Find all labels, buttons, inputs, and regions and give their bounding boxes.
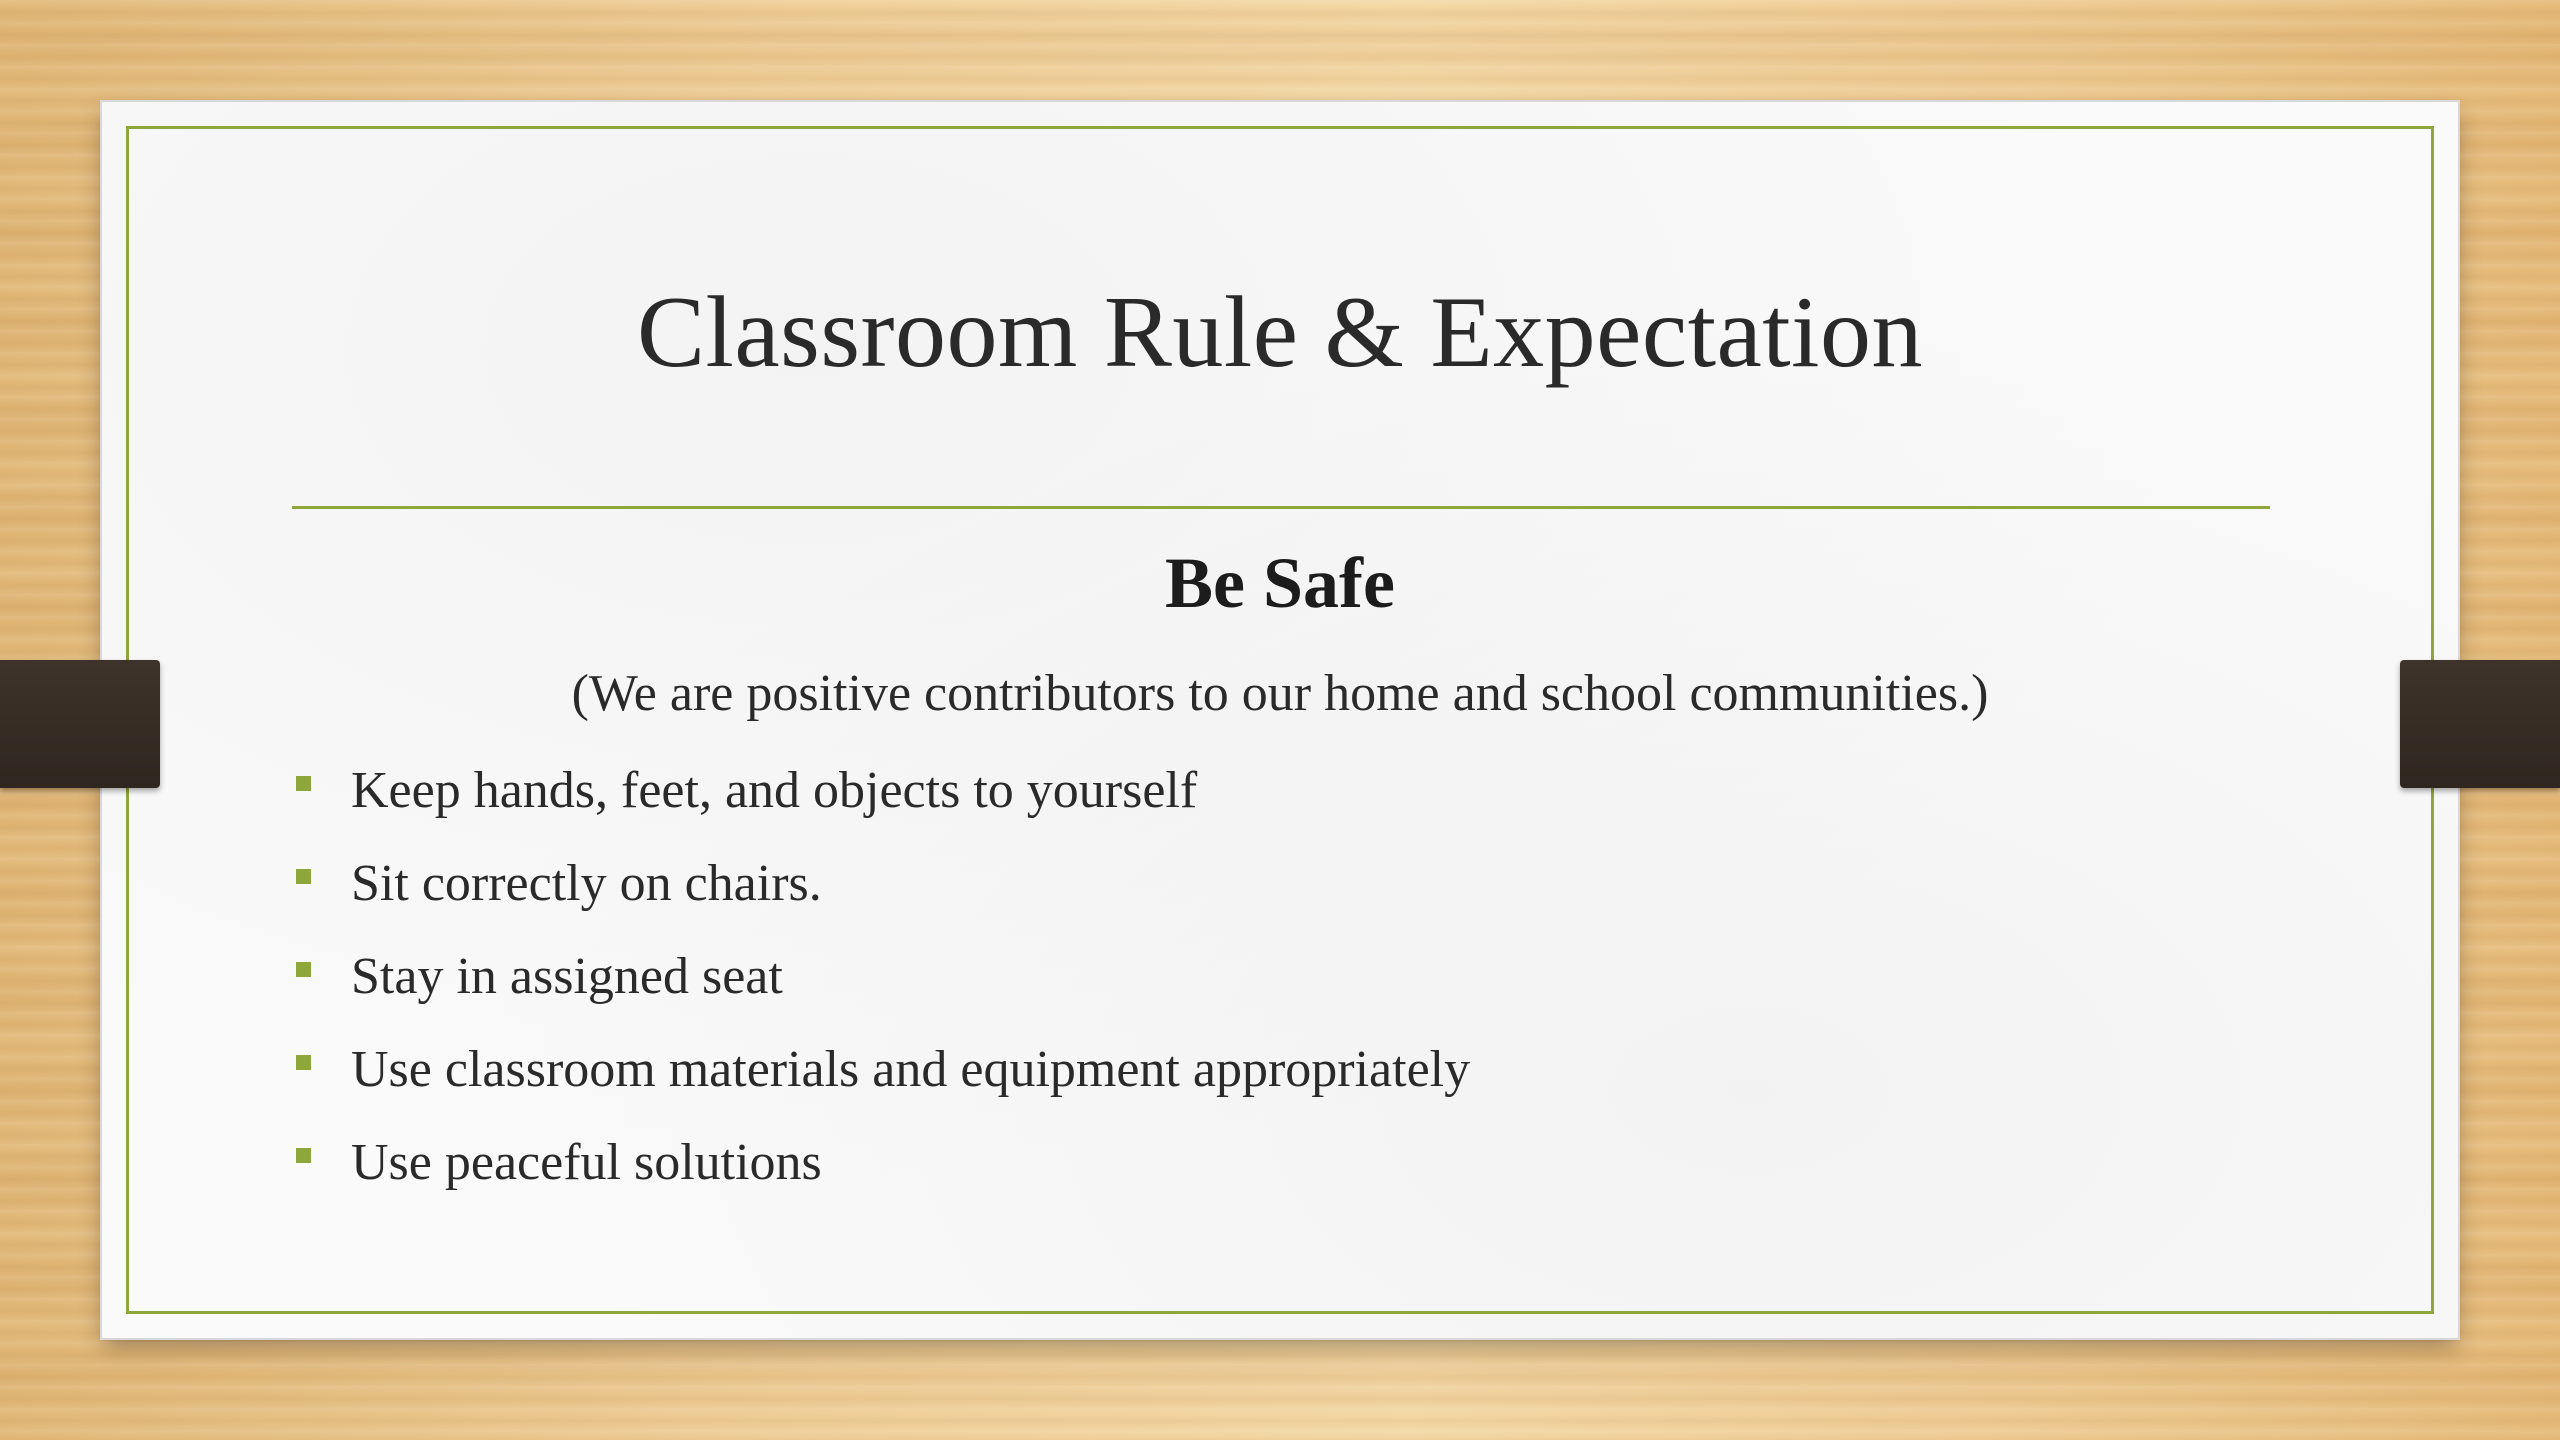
square-bullet-icon [296,776,311,791]
list-item-text: Use peaceful solutions [351,1134,822,1191]
square-bullet-icon [296,1055,311,1070]
list-item-text: Use classroom materials and equipment appropriately [351,1041,1471,1098]
title-divider [292,506,2270,509]
square-bullet-icon [296,962,311,977]
section-heading: Be Safe [1165,543,1395,623]
list-item [296,1035,1470,1128]
slide-title: Classroom Rule & Expectation [637,276,1923,389]
square-bullet-icon [296,869,311,884]
list-item [296,942,1470,1035]
list-item [296,1128,1470,1221]
list-item [296,756,1470,849]
rules-list [296,756,1470,1221]
list-item-text: Sit correctly on chairs. [351,855,822,912]
list-item [296,849,1470,942]
section-subheading: (We are positive contributors to our home and school communities.) [571,665,1989,722]
list-item-text: Stay in assigned seat [351,948,783,1005]
list-item-text: Keep hands, feet, and objects to yourself [351,762,1198,819]
square-bullet-icon [296,1148,311,1163]
